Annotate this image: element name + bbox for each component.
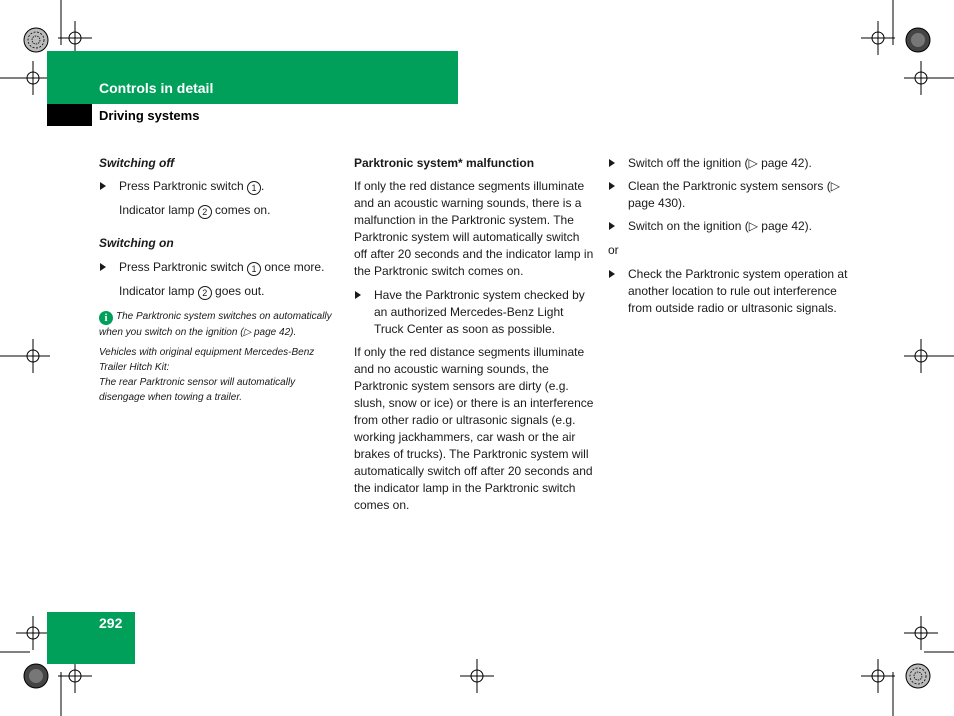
crosshair-bottom-left bbox=[58, 659, 92, 693]
bullet-arrow-icon bbox=[609, 222, 615, 230]
crosshair-top-left bbox=[58, 21, 92, 55]
column-middle bbox=[354, 155, 594, 514]
crosshair-right-lower bbox=[904, 616, 938, 650]
callout-1-icon: 1 bbox=[247, 262, 261, 276]
rosette-bottom-right bbox=[906, 664, 930, 688]
callout-2-icon: 2 bbox=[198, 205, 212, 219]
or-separator: or bbox=[608, 243, 619, 257]
column-right bbox=[608, 155, 852, 317]
malfunction-paragraph-2: If only the red distance segments illuminate and no acoustic warning sounds, the Parktronic system sensors are dirty (e.g. slush, snow or ice) or there is an interference from other radio or ultrasonic signals (e.g. working jackhammers, car wash or the air brakes of trucks). The Parktronic system will automatically switch off after 20 seconds and the indicator lamp in the Parktronic switch comes on. bbox=[354, 345, 594, 512]
crosshair-right-upper bbox=[904, 61, 938, 95]
header-band bbox=[47, 51, 458, 104]
step-check-location: Check the Parktronic system operation at another location to rule out interference from outside radio or ultrasonic signals. bbox=[608, 266, 852, 317]
malfunction-step: Have the Parktronic system checked by an authorized Mercedes-Benz Light Truck Center as soon as possible. bbox=[354, 287, 594, 338]
callout-2-icon: 2 bbox=[198, 286, 212, 300]
step-clean-sensors: Clean the Parktronic system sensors (▷ page 430). bbox=[608, 178, 852, 212]
malfunction-heading: Parktronic system* malfunction bbox=[354, 156, 535, 170]
switching-on-heading: Switching on bbox=[99, 236, 174, 250]
crosshair-bottom-center bbox=[460, 659, 494, 693]
bullet-arrow-icon bbox=[609, 182, 615, 190]
step-ignition-on: Switch on the ignition (▷ page 42). bbox=[608, 218, 852, 235]
switching-off-result: Indicator lamp 2 comes on. bbox=[119, 203, 271, 217]
bullet-arrow-icon bbox=[100, 263, 106, 271]
chapter-title: Controls in detail bbox=[99, 80, 214, 96]
crosshair-left-mid bbox=[0, 339, 50, 373]
callout-1-icon: 1 bbox=[247, 181, 261, 195]
trailer-note: Vehicles with original equipment Mercedes-Benz Trailer Hitch Kit: The rear Parktronic sensor will automatically disengage when towing a trailer. bbox=[99, 347, 315, 403]
step-ignition-off: Switch off the ignition (▷ page 42). bbox=[608, 155, 852, 172]
crosshair-bottom-right bbox=[861, 659, 895, 693]
crosshair-top-right bbox=[861, 21, 895, 55]
crosshair-right-mid bbox=[904, 339, 954, 373]
section-marker bbox=[47, 104, 92, 126]
crosshair-left-upper bbox=[16, 61, 50, 95]
bullet-arrow-icon bbox=[355, 291, 361, 299]
rosette-top-right bbox=[906, 28, 930, 52]
info-icon: i bbox=[99, 311, 113, 325]
malfunction-paragraph-1: If only the red distance segments illuminate and an acoustic warning sounds, there is a malfunction in the Parktronic system. The Parktronic system will automatically switch off after 20 seconds and the indicator lamp in the Parktronic switch comes on. bbox=[354, 179, 594, 278]
crosshair-left-lower bbox=[16, 616, 50, 650]
switching-off-step: Press Parktronic switch 1 . bbox=[99, 178, 341, 195]
bullet-arrow-icon bbox=[609, 159, 615, 167]
switching-on-step: Press Parktronic switch 1 once more. bbox=[99, 259, 341, 276]
info-note: i The Parktronic system switches on automatically when you switch on the ignition (▷ page 42). bbox=[99, 311, 332, 338]
rosette-top-left bbox=[24, 28, 48, 52]
section-title: Driving systems bbox=[99, 108, 200, 123]
bullet-arrow-icon bbox=[100, 182, 106, 190]
column-left bbox=[99, 155, 341, 405]
switching-on-result: Indicator lamp 2 goes out. bbox=[119, 284, 265, 298]
switching-off-heading: Switching off bbox=[99, 156, 175, 170]
rosette-bottom-left bbox=[24, 664, 48, 688]
bullet-arrow-icon bbox=[609, 270, 615, 278]
page-number: 292 bbox=[99, 615, 123, 631]
